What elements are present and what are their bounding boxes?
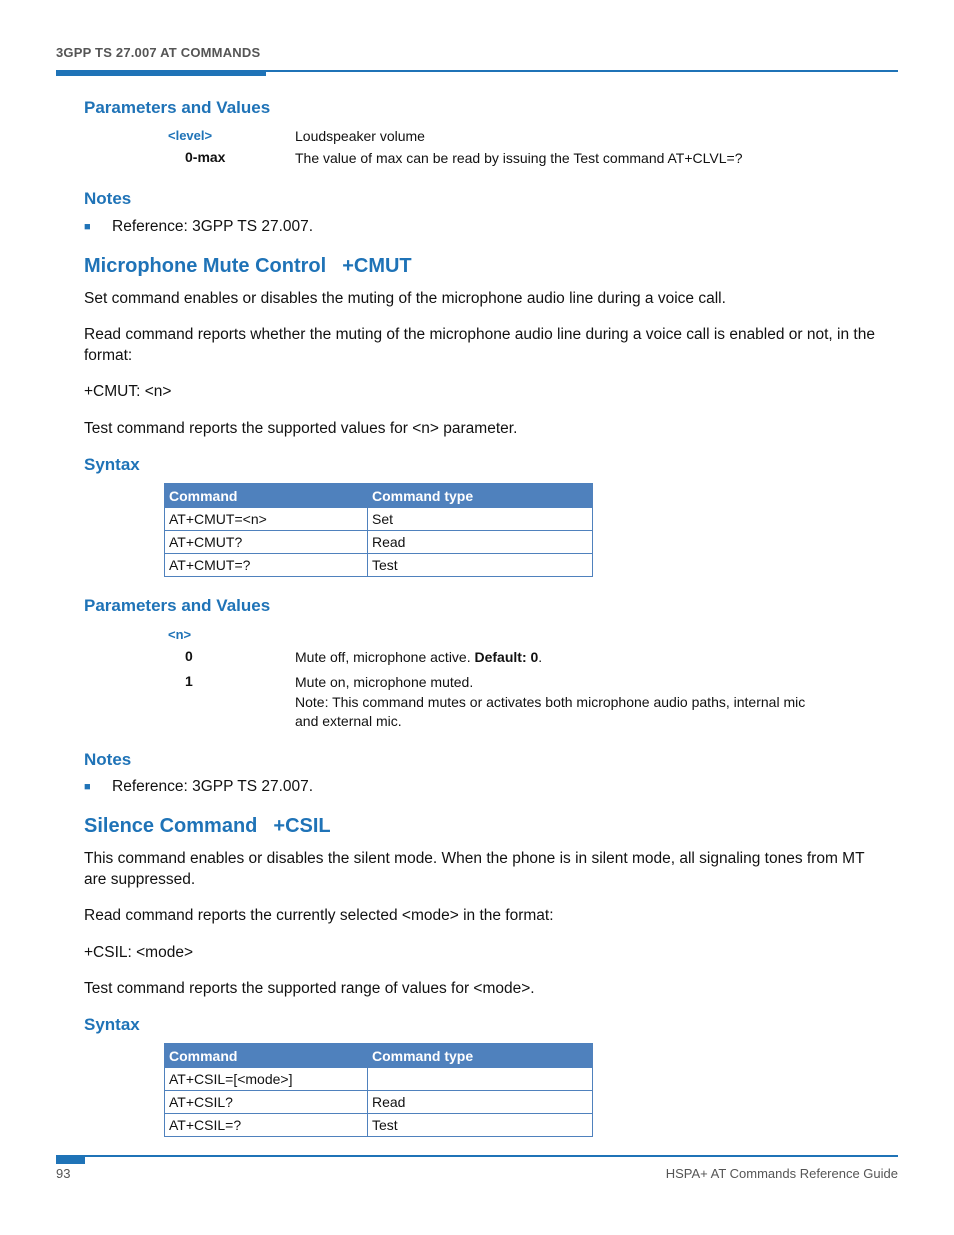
clvl-param-desc: Loudspeaker volume <box>295 128 425 144</box>
table-header-row <box>165 1044 593 1068</box>
csil-syntax-table <box>164 1043 593 1137</box>
clvl-param-value: 0-max <box>185 149 226 165</box>
footer-doc-title: HSPA+ AT Commands Reference Guide <box>665 1166 898 1181</box>
csil-command-name: +CSIL <box>273 815 331 837</box>
table-cell: AT+CMUT=? <box>165 554 368 577</box>
cmut-param-value-1: 1 <box>185 673 193 689</box>
page-number: 93 <box>56 1166 71 1181</box>
cmut-syntax-table <box>164 483 593 577</box>
table-cell: AT+CSIL=? <box>165 1114 368 1137</box>
square-bullet-icon: ■ <box>84 781 91 793</box>
header-tab-bar <box>56 70 266 76</box>
table-row <box>165 1091 593 1114</box>
table-cell: Test <box>368 1114 593 1137</box>
clvl-notes-heading: Notes <box>84 189 132 208</box>
cmut-v1-desc-text: Mute on, microphone muted. <box>295 674 474 690</box>
cmut-syntax-heading: Syntax <box>84 455 140 474</box>
table-cell: Read <box>368 531 593 554</box>
table-cell: Test <box>368 554 593 577</box>
table-header-cell: Command <box>165 484 368 508</box>
cmut-para-1: Set command enables or disables the muting of the microphone audio line during a voice call. <box>84 290 726 307</box>
table-row <box>165 508 593 531</box>
cmut-param-value-0: 0 <box>185 648 193 664</box>
square-bullet-icon: ■ <box>84 221 91 233</box>
csil-format: +CSIL: <mode> <box>84 944 193 961</box>
csil-para-1: This command enables or disables the silent mode. When the phone is in silent mode, all signaling tones from MT are suppressed. <box>84 850 865 888</box>
cmut-v1-note: Note: This command mutes or activates both microphone audio paths, internal mic and external mic. <box>295 693 806 729</box>
table-cell: AT+CMUT? <box>165 531 368 554</box>
clvl-params-heading: Parameters and Values <box>84 98 271 117</box>
table-row <box>165 554 593 577</box>
csil-para-3: Test command reports the supported range of values for <mode>. <box>84 980 535 997</box>
cmut-title-text: Microphone Mute Control <box>84 255 327 277</box>
table-cell: AT+CSIL? <box>165 1091 368 1114</box>
cmut-para-3: Test command reports the supported values for <n> parameter. <box>84 420 518 437</box>
cmut-command-name: +CMUT <box>342 255 412 277</box>
table-header-cell: Command type <box>368 484 593 508</box>
footer-tab-bar <box>56 1155 85 1164</box>
csil-syntax-heading: Syntax <box>84 1015 140 1034</box>
cmut-param-value-0-desc <box>295 648 815 668</box>
cmut-format: +CMUT: <n> <box>84 383 172 400</box>
cmut-v0-default: Default: 0 <box>474 649 539 665</box>
table-row <box>165 531 593 554</box>
cmut-params-heading: Parameters and Values <box>84 596 271 615</box>
footer-rule <box>56 1155 898 1157</box>
clvl-param-name: <level> <box>168 128 213 143</box>
cmut-notes-heading: Notes <box>84 750 132 769</box>
cmut-param-name: <n> <box>168 627 192 642</box>
cmut-section-title <box>84 255 412 278</box>
csil-para-2: Read command reports the currently selected <mode> in the format: <box>84 907 554 924</box>
table-row <box>165 1068 593 1091</box>
cmut-v0-tail: . <box>538 649 543 665</box>
table-cell <box>368 1068 593 1091</box>
clvl-notes-item: Reference: 3GPP TS 27.007. <box>112 218 314 235</box>
table-header-cell: Command <box>165 1044 368 1068</box>
running-header: 3GPP TS 27.007 AT COMMANDS <box>56 45 261 60</box>
cmut-para-2: Read command reports whether the muting of the microphone audio line during a voice call is enabled or not, in the format: <box>84 326 875 364</box>
clvl-param-value-desc: The value of max can be read by issuing the Test command AT+CLVL=? <box>295 150 743 166</box>
cmut-param-value-1-desc <box>295 673 815 732</box>
cmut-notes-item: Reference: 3GPP TS 27.007. <box>112 778 314 795</box>
table-header-row <box>165 484 593 508</box>
table-cell: AT+CMUT=<n> <box>165 508 368 531</box>
csil-section-title <box>84 815 331 838</box>
table-cell: Read <box>368 1091 593 1114</box>
csil-title-text: Silence Command <box>84 815 258 837</box>
table-cell: Set <box>368 508 593 531</box>
table-cell: AT+CSIL=[<mode>] <box>165 1068 368 1091</box>
cmut-v0-desc-text: Mute off, microphone active. <box>295 649 475 665</box>
table-row <box>165 1114 593 1137</box>
table-header-cell: Command type <box>368 1044 593 1068</box>
